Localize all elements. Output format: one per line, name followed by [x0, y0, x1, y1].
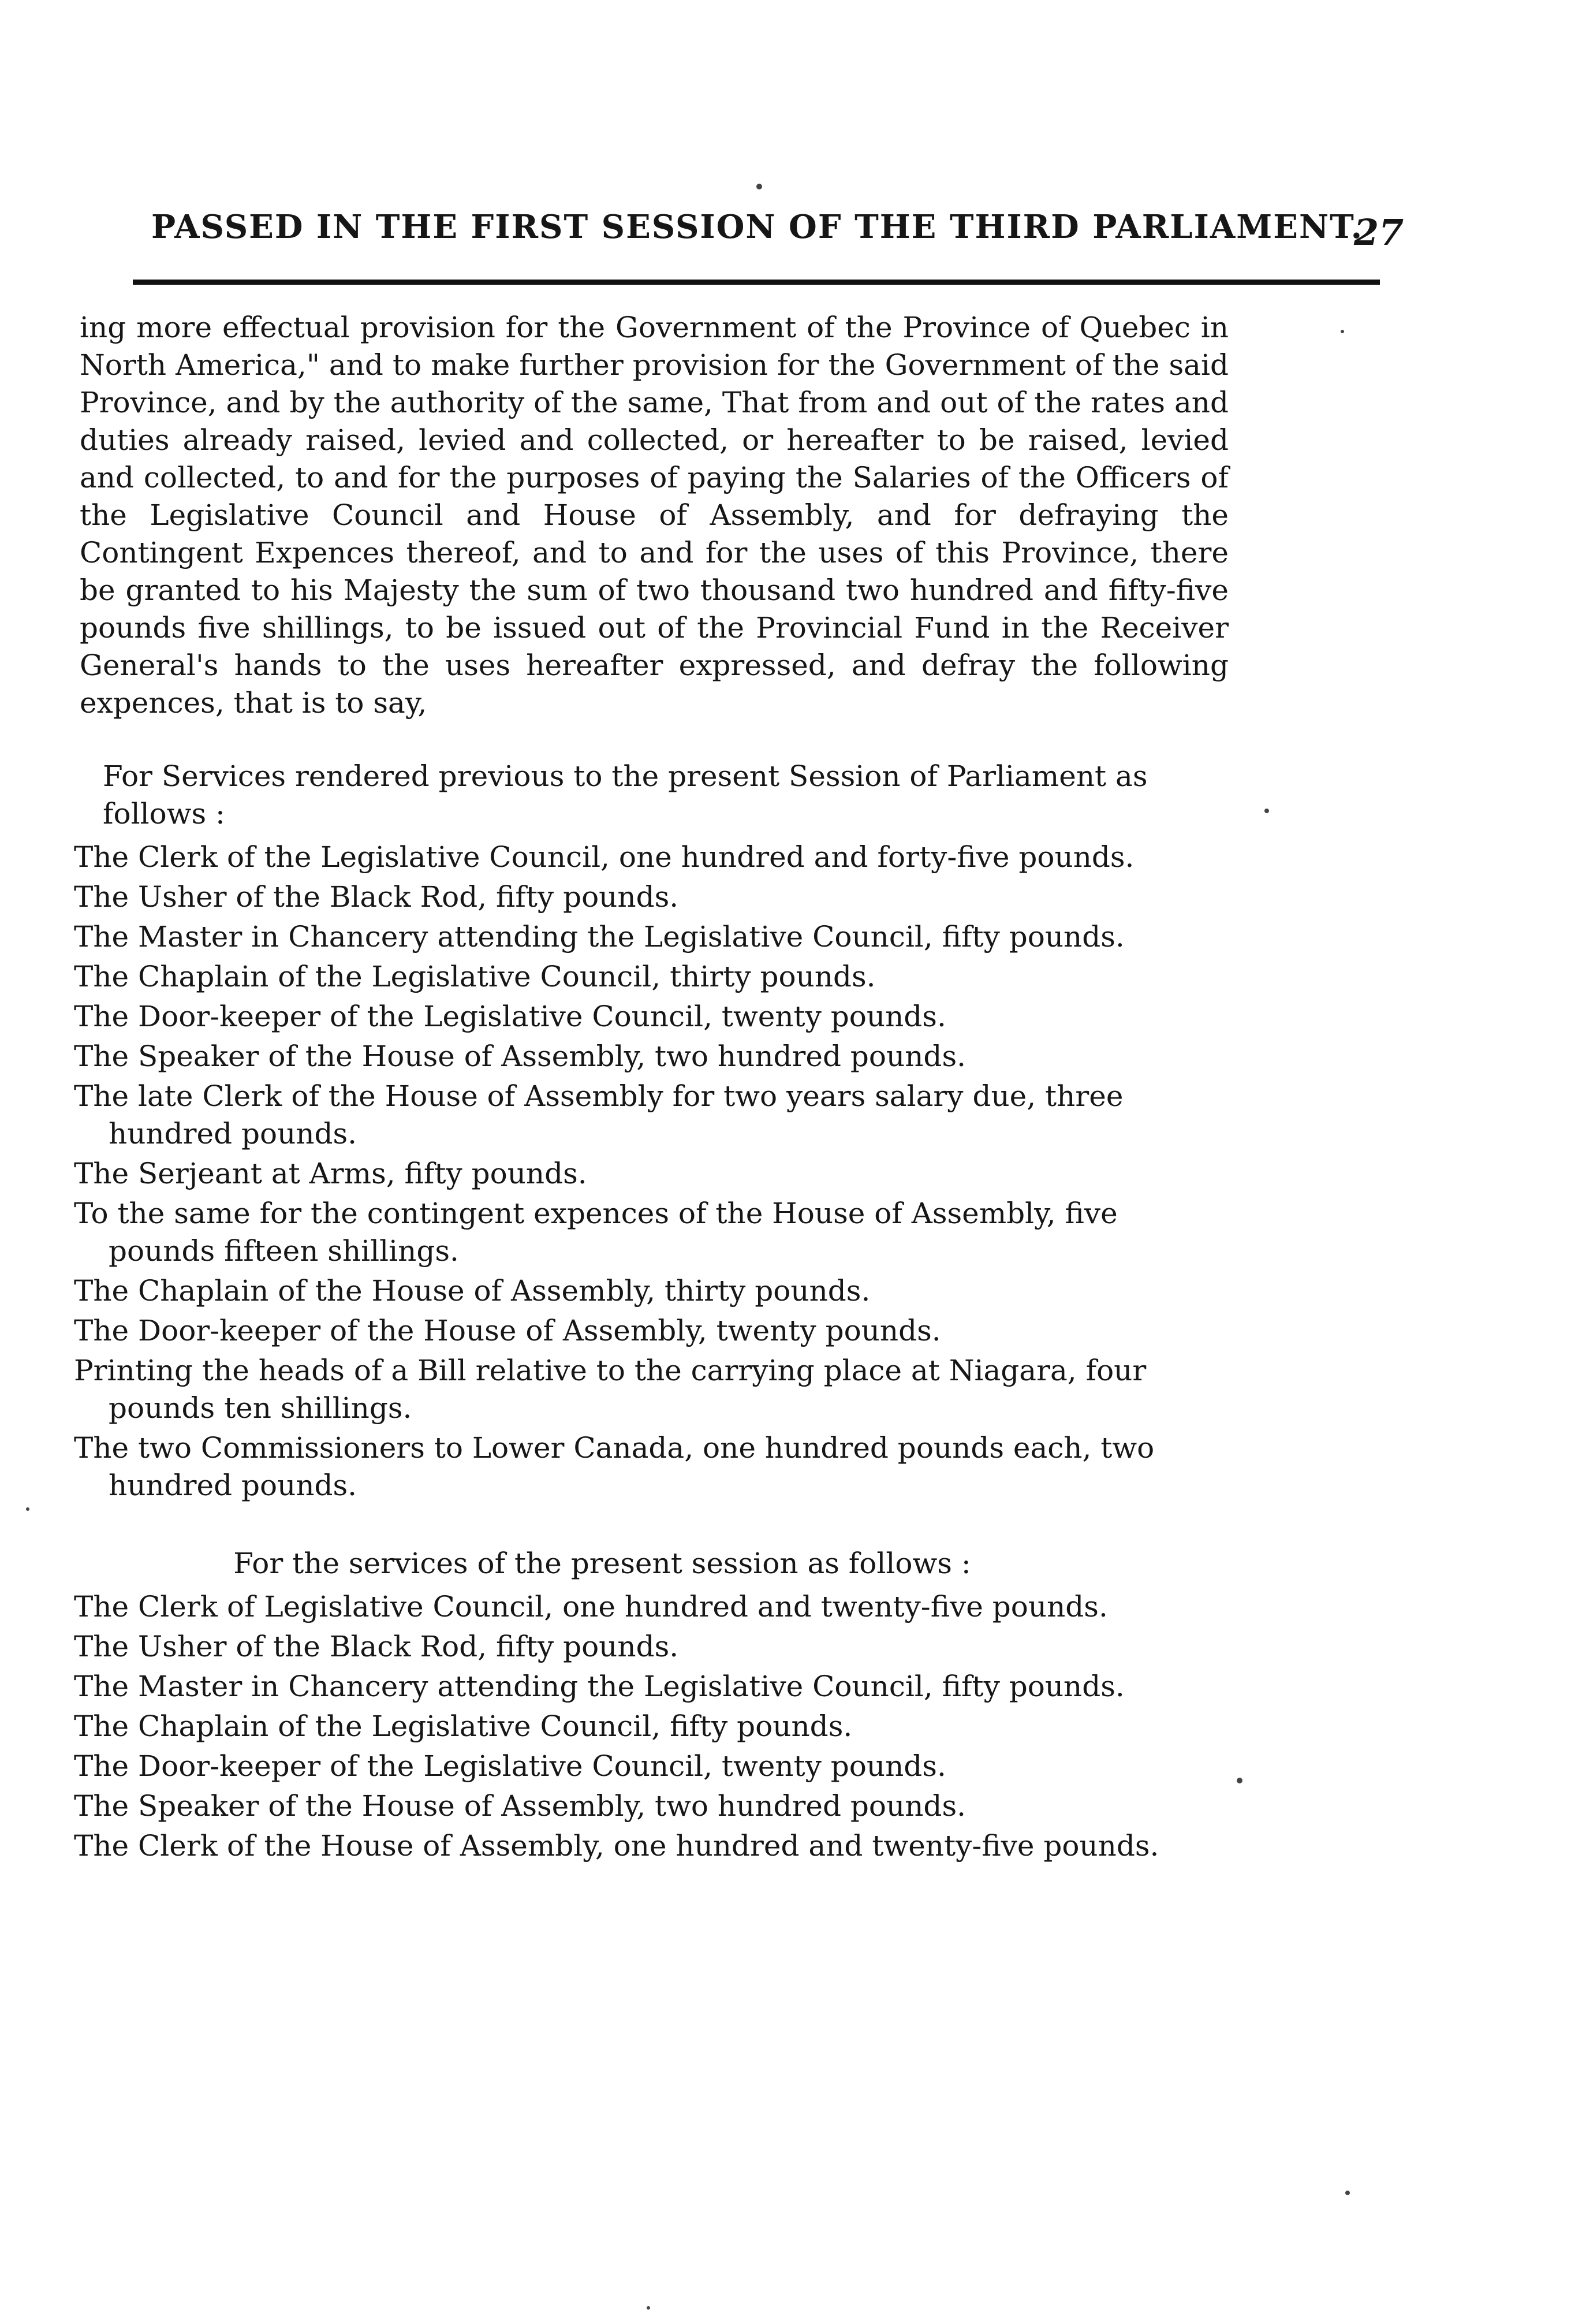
page-number: 27: [1354, 211, 1404, 254]
list-item: The Clerk of the Legislative Council, one hundred and forty-five pounds.: [74, 840, 1135, 874]
intro-paragraph: ing more effectual provision for the Government of the Province of Quebec in North America," and to make further provision for the Government of the said Province, and by the authority of the same, That from and out of the rates and duties already raised, levied and collected, or hereafter to be raised, levied and collected, to and for the purposes of paying the Salaries of the Officers of the Legislative Council and House of Assembly, and for defraying the Contingent Expences thereof, and to and for the uses of this Province, there be granted to his Majesty the sum of two thousand two hundred and fifty-five pounds five shillings, to be issued out of the Provincial Fund in the Receiver General's hands to the uses hereafter expressed, and defray the following expences, that is to say,: [80, 311, 1229, 720]
ink-speck: [1345, 2191, 1350, 2195]
list-item: The late Clerk of the House of Assembly for two years salary due, three hundred pounds.: [74, 1079, 1124, 1150]
list-item: The two Commissioners to Lower Canada, one hundred pounds each, two hundred pounds.: [74, 1431, 1155, 1502]
list-item: The Serjeant at Arms, fifty pounds.: [74, 1157, 587, 1190]
list-item: The Chaplain of the House of Assembly, thirty pounds.: [74, 1274, 871, 1308]
list-item: The Master in Chancery attending the Legislative Council, fifty pounds.: [74, 1670, 1125, 1703]
header-rule: [133, 280, 1380, 285]
section-previous-session: [74, 758, 1229, 1504]
list-item: The Chaplain of the Legislative Council, thirty pounds.: [74, 960, 876, 993]
ink-speck: [1237, 1778, 1242, 1783]
list-item: The Speaker of the House of Assembly, two hundred pounds.: [74, 1040, 966, 1073]
section-heading: For Services rendered previous to the present Session of Parliament as follows :: [103, 759, 1148, 830]
list-item: The Chaplain of the Legislative Council, fifty pounds.: [74, 1710, 853, 1743]
list-item: The Clerk of Legislative Council, one hundred and twenty-five pounds.: [74, 1590, 1108, 1623]
running-head: PASSED IN THE FIRST SESSION OF THE THIRD PARLIAMENT.: [151, 208, 1364, 246]
ink-speck: [647, 2306, 650, 2310]
ink-speck: [1341, 330, 1344, 333]
list-item: The Clerk of the House of Assembly, one hundred and twenty-five pounds.: [74, 1829, 1159, 1863]
list-item: Printing the heads of a Bill relative to the carrying place at Niagara, four pounds ten shillings.: [74, 1354, 1147, 1425]
ink-speck: [26, 1507, 29, 1511]
section-present-session: [74, 1545, 1229, 1865]
list-item: The Door-keeper of the House of Assembly, twenty pounds.: [74, 1314, 941, 1347]
ink-speck: [1264, 809, 1269, 813]
list-item: To the same for the contingent expences of the House of Assembly, five pounds fifteen shillings.: [74, 1197, 1118, 1268]
list-item: The Usher of the Black Rod, fifty pounds.: [74, 1630, 679, 1663]
section-heading: For the services of the present session as follows :: [233, 1547, 971, 1580]
body-text: [74, 309, 1229, 1867]
list-item: The Usher of the Black Rod, fifty pounds.: [74, 880, 679, 914]
list-item: The Speaker of the House of Assembly, two hundred pounds.: [74, 1789, 966, 1823]
list-item: The Master in Chancery attending the Legislative Council, fifty pounds.: [74, 920, 1125, 954]
list-item: The Door-keeper of the Legislative Council, twenty pounds.: [74, 1749, 946, 1783]
list-item: The Door-keeper of the Legislative Council, twenty pounds.: [74, 1000, 946, 1033]
ink-speck: [756, 184, 762, 189]
